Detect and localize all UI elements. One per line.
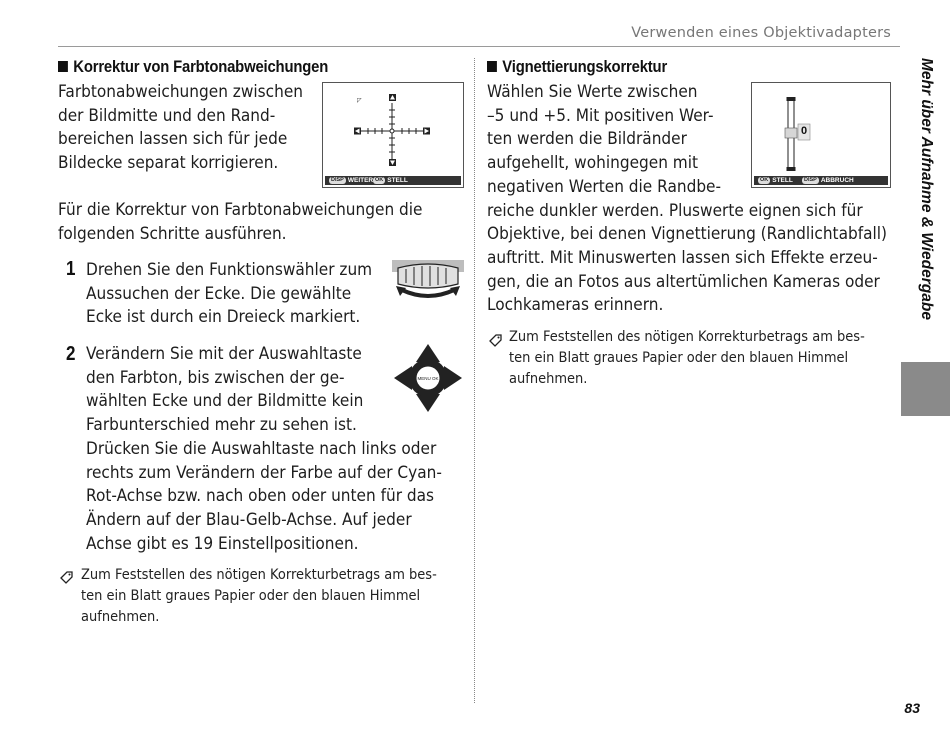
left-note: [81, 565, 437, 628]
text-line: gen, die an Fotos aus altertümlichen Kameras oder: [487, 271, 880, 291]
text-line: wählten Ecke und der Bildmitte kein: [86, 391, 364, 411]
text-line: Achse gibt es 19 Einstellpositionen.: [86, 533, 359, 553]
tag-note-icon: [489, 334, 503, 348]
heading-square-icon: [58, 61, 68, 72]
vignetting-value: 0: [800, 125, 808, 137]
column-divider: [474, 58, 475, 703]
right-heading-text: Vignettierungskorrektur: [502, 58, 668, 76]
text-line: Rot-Achse bzw. nach oben oder unten für das: [86, 486, 435, 506]
tag-note-icon: [60, 571, 74, 585]
side-tab-label: Mehr über Aufnahme & Wiedergabe: [918, 58, 935, 320]
text-line: Ecke ist durch ein Dreieck markiert.: [86, 307, 361, 327]
text-line: bereichen lassen sich für jede: [58, 129, 288, 149]
text-line: ten ein Blatt graues Papier oder den blauen Himmel: [509, 350, 849, 366]
text-line: Drücken Sie die Auswahltaste nach links oder: [86, 438, 437, 458]
text-line: Lochkameras erinnern.: [487, 295, 664, 315]
screen-hint-cancel-label: ABBRUCH: [820, 177, 854, 184]
screen-button-bar: [325, 176, 461, 185]
selector-dpad-icon: [392, 342, 464, 414]
screen-hint-set-label: STELL: [772, 177, 793, 184]
text-line: aufnehmen.: [509, 371, 588, 387]
side-tab-marker: [901, 362, 950, 416]
text-line: auftritt. Mit Minuswerten lassen sich Effekte erzeu-: [487, 247, 878, 267]
screen-hint-next-label: WEITER: [347, 177, 374, 184]
text-line: –5 und +5. Mit positiven Wer-: [487, 105, 714, 125]
command-dial-icon: [392, 260, 464, 302]
left-heading-text: Korrektur von Farbtonabweichungen: [73, 58, 329, 76]
header-rule: [58, 46, 900, 47]
color-shift-screen: [322, 82, 464, 188]
screen-hint-set: [373, 176, 408, 185]
text-line: Zum Feststellen des nötigen Korrekturbetrags am bes-: [509, 329, 865, 345]
text-line: Bildecke separat korrigieren.: [58, 153, 279, 173]
right-note: [509, 327, 865, 390]
left-heading: [58, 58, 328, 77]
screen-hint-next: [329, 176, 373, 185]
text-line: Verändern Sie mit der Auswahltaste: [86, 344, 362, 363]
dpad-center-label: MENU OK: [417, 376, 439, 381]
text-line: rechts zum Verändern der Farbe auf der Cyan-: [86, 462, 442, 482]
text-line: ten werden die Bildränder: [487, 129, 687, 149]
step-1-text: [86, 258, 372, 329]
running-header: Verwenden eines Objektivadapters: [631, 25, 891, 41]
text-line: Ändern auf der Blau-Gelb-Achse. Auf jeder: [86, 509, 412, 529]
left-intro: [58, 80, 303, 175]
step-number: 2: [66, 343, 76, 365]
text-line: Farbtonabweichungen zwischen: [58, 82, 303, 101]
vignetting-slider-icon: [752, 83, 890, 177]
screen-button-bar: [754, 176, 888, 185]
text-line: Wählen Sie Werte zwischen: [487, 82, 698, 101]
text-line: Drehen Sie den Funktionswähler zum: [86, 260, 373, 279]
svg-text:◸: ◸: [357, 98, 362, 104]
text-line: der Bildmitte und den Rand-: [58, 105, 276, 125]
text-line: Zum Feststellen des nötigen Korrekturbetrags am bes-: [81, 567, 437, 583]
text-line: Objektive, bei denen Vignettierung (Randlichtabfall): [487, 224, 888, 244]
text-line: aufnehmen.: [81, 609, 160, 625]
screen-hint-cancel: [802, 176, 854, 185]
disp-key-badge: DISP: [331, 176, 344, 183]
heading-square-icon: [487, 61, 497, 72]
text-line: reiche dunkler werden. Pluswerte eignen sich für: [487, 200, 863, 220]
left-lead: [58, 198, 423, 245]
step-2-text: [86, 342, 442, 555]
step-number: 1: [66, 258, 76, 280]
color-shift-grid-icon: [323, 83, 463, 177]
ok-key-badge: OK: [375, 176, 384, 183]
text-line: Für die Korrektur von Farbtonabweichungen die: [58, 200, 423, 219]
ok-key-badge: OK: [760, 176, 769, 183]
right-heading: [487, 58, 667, 77]
text-line: den Farbton, bis zwischen der ge-: [86, 367, 345, 387]
screen-hint-set: [758, 176, 793, 185]
text-line: folgenden Schritte ausführen.: [58, 223, 287, 243]
text-line: Farbunterschied mehr zu sehen ist.: [86, 415, 357, 435]
text-line: Aussuchen der Ecke. Die gewählte: [86, 283, 352, 303]
text-line: aufgehellt, wohingegen mit: [487, 153, 699, 173]
text-line: negativen Werten die Randbe-: [487, 176, 722, 196]
screen-hint-set-label: STELL: [387, 177, 408, 184]
vignetting-screen: [751, 82, 891, 188]
disp-key-badge: DISP: [804, 176, 817, 183]
text-line: ten ein Blatt graues Papier oder den blauen Himmel: [81, 588, 421, 604]
page-number: 83: [904, 700, 920, 716]
